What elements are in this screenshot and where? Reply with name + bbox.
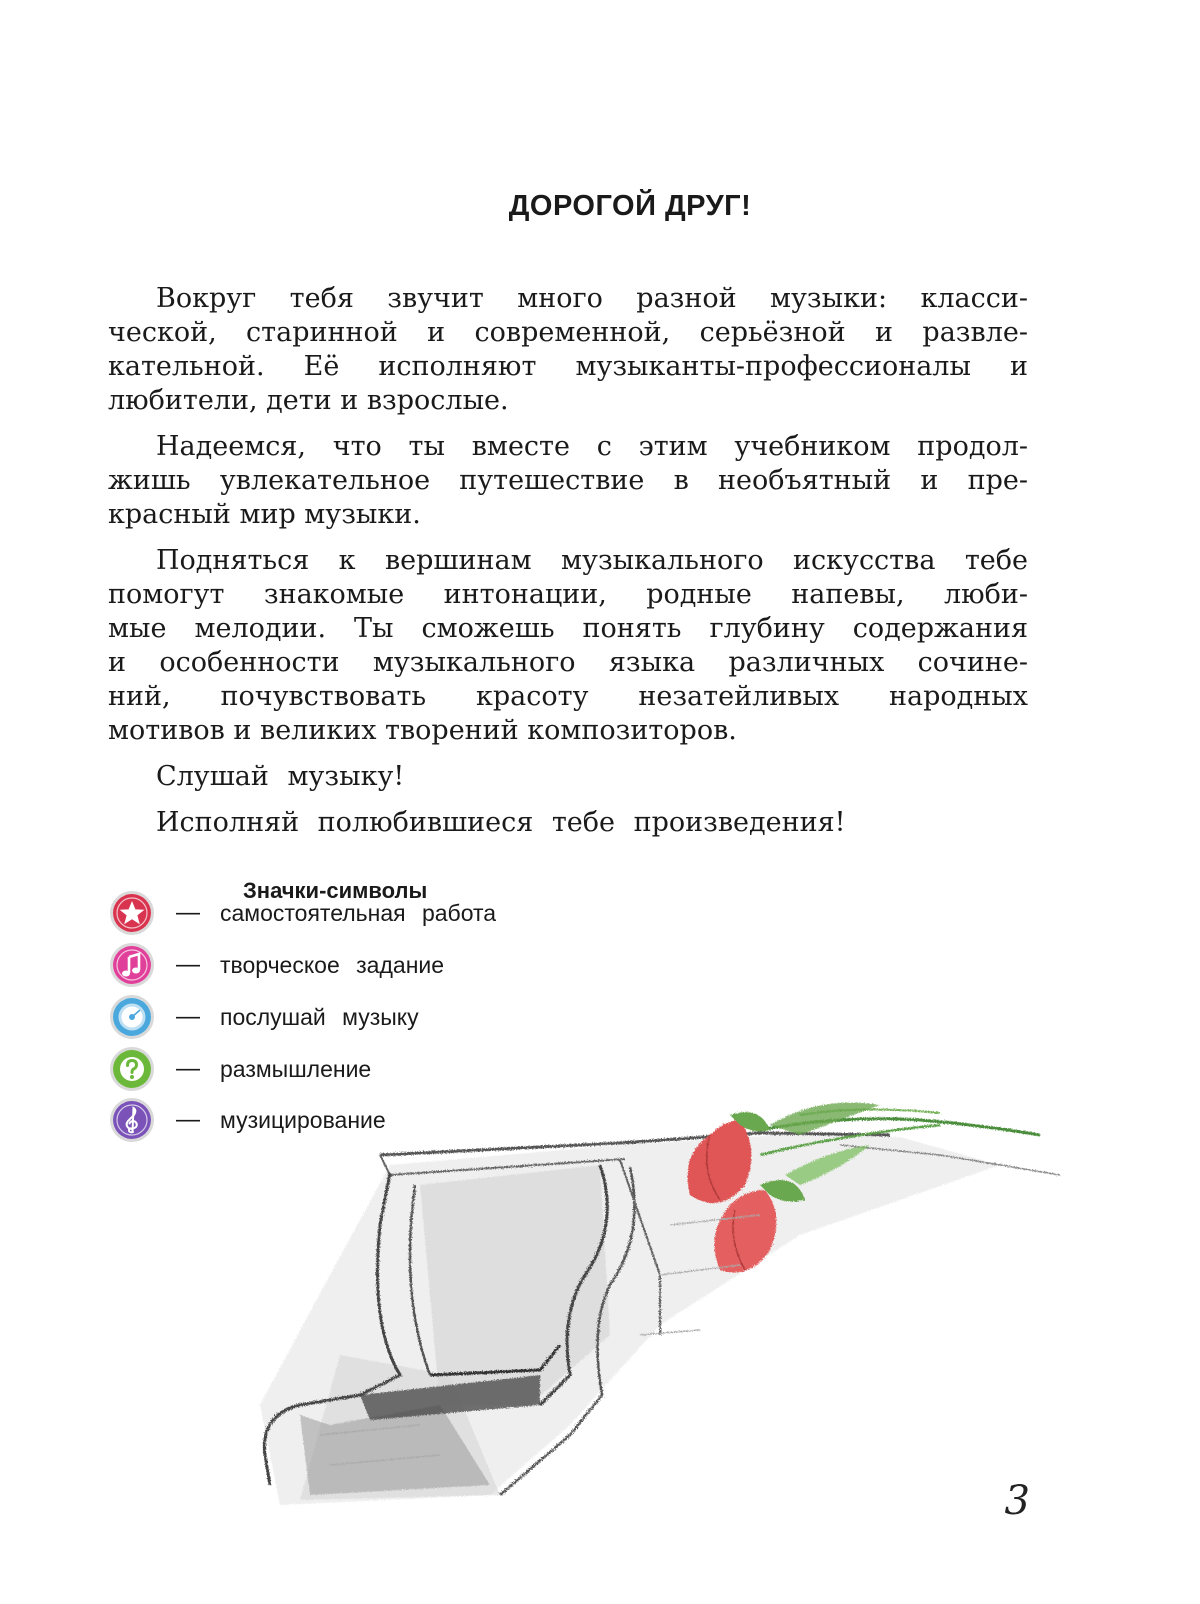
paragraph-5 xyxy=(108,806,1028,840)
text-line: любители, дети и взрослые. xyxy=(108,385,509,416)
music-note-icon xyxy=(110,943,154,987)
treble-clef-icon xyxy=(110,1098,154,1142)
listen-disc-icon xyxy=(110,995,154,1039)
star-icon xyxy=(110,891,154,935)
text-line: Слушай музыку! xyxy=(156,761,405,792)
paragraph-2 xyxy=(108,430,1028,532)
piano-tulips-illustration xyxy=(240,1075,1100,1545)
dash: — xyxy=(176,1106,200,1133)
dash: — xyxy=(176,951,200,978)
page-number: 3 xyxy=(1004,1478,1030,1524)
dash: — xyxy=(176,1055,200,1082)
question-icon xyxy=(110,1047,154,1091)
paragraph-4 xyxy=(108,760,1028,794)
text-line: мые мелодии. Ты сможешь понять глубину содержания xyxy=(108,613,1028,644)
text-line: жишь увлекательное путешествие в необъятный и пре- xyxy=(108,465,1028,496)
text-line: Подняться к вершинам музыкального искусства тебе xyxy=(156,545,1028,576)
text-line: Исполняй полюбившиеся тебе произведения! xyxy=(156,807,846,838)
text-line: мотивов и великих творений композиторов. xyxy=(108,715,737,746)
page-title: ДОРОГОЙ ДРУГ! xyxy=(508,190,752,222)
text-line: ний, почувствовать красоту незатейливых народных xyxy=(108,681,1028,712)
intro-text xyxy=(108,282,1028,852)
paragraph-3 xyxy=(108,544,1028,748)
symbol-row-creative-task xyxy=(110,942,444,988)
paragraph-1 xyxy=(108,282,1028,418)
dash: — xyxy=(176,1003,200,1030)
text-line: кательной. Её исполняют музыканты-профессионалы и xyxy=(108,351,1028,382)
text-line: Надеемся, что ты вместе с этим учебником продол- xyxy=(156,431,1028,462)
symbol-label: послушай музыку xyxy=(220,1003,419,1030)
symbol-label: музицирование xyxy=(220,1106,386,1133)
text-line: Вокруг тебя звучит много разной музыки: класси- xyxy=(156,283,1028,314)
text-line: ческой, старинной и современной, серьёзной и развле- xyxy=(108,317,1028,348)
symbol-label: творческое задание xyxy=(220,951,445,978)
dash: — xyxy=(176,899,200,926)
symbol-row-self-work xyxy=(110,890,496,936)
text-line: помогут знакомые интонации, родные напевы, люби- xyxy=(108,579,1028,610)
symbol-row-listen-music xyxy=(110,994,419,1040)
symbols-heading: Значки-символы xyxy=(243,878,428,903)
text-line: красный мир музыки. xyxy=(108,499,421,530)
text-line: и особенности музыкального языка различных сочине- xyxy=(108,647,1028,678)
symbol-label: размышление xyxy=(220,1055,372,1082)
symbol-label: самостоятельная работа xyxy=(220,899,497,926)
